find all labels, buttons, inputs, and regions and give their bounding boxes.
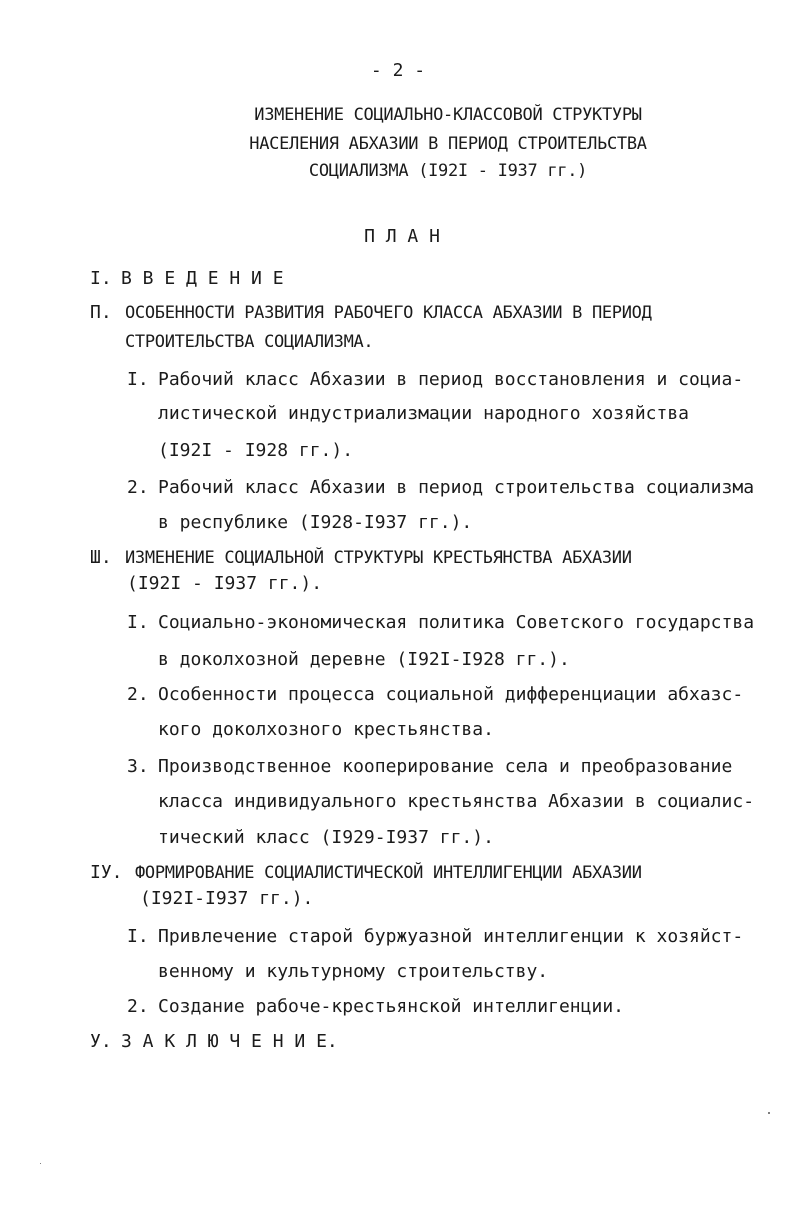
section-2-item-2-number: 2.	[127, 477, 149, 498]
title-line-2: НАСЕЛЕНИЯ АБХАЗИИ В ПЕРИОД СТРОИТЕЛЬСТВА	[249, 134, 647, 154]
section-3-item-2-line-2: кого доколхозного крестьянства.	[158, 719, 494, 740]
title-line-3: СОЦИАЛИЗМА (I92I - I937 гг.)	[308, 161, 588, 181]
section-3-title-line-2: (I92I - I937 гг.).	[127, 573, 323, 594]
section-5-number: У.	[90, 1031, 112, 1052]
section-2-title-line-1: ОСОБЕННОСТИ РАЗВИТИЯ РАБОЧЕГО КЛАССА АБХАЗИИ В ПЕРИОД	[125, 303, 652, 323]
section-2-item-2-line-2: в республике (I928-I937 гг.).	[158, 512, 473, 533]
section-2-item-1-line-1: Рабочий класс Абхазии в период восстановления и социа-	[158, 369, 744, 390]
section-2-item-1-number: I.	[127, 369, 149, 390]
section-3-item-1-number: I.	[127, 612, 149, 633]
page-number: - 2 -	[370, 60, 426, 81]
section-4-title-line-2: (I92I-I937 гг.).	[140, 888, 314, 909]
section-4-item-1-number: I.	[127, 926, 149, 947]
section-3-title-line-1: ИЗМЕНЕНИЕ СОЦИАЛЬНОЙ СТРУКТУРЫ КРЕСТЬЯНСТВА АБХАЗИИ	[125, 548, 632, 568]
section-3-item-1-line-2: в доколхозной деревне (I92I-I928 гг.).	[158, 649, 570, 670]
section-2-item-1-line-2: листической индустриализмации народного хозяйства	[158, 403, 690, 424]
section-2-number: П.	[90, 302, 112, 323]
section-2-item-2-line-1: Рабочий класс Абхазии в период строительства социализма	[158, 477, 755, 498]
section-5-title: З А К Л Ю Ч Е Н И Е.	[121, 1031, 338, 1052]
section-1-number: I.	[90, 268, 112, 289]
section-4-item-1-line-2: венному и культурному строительству.	[158, 961, 549, 982]
scan-speck	[40, 1163, 41, 1164]
section-3-number: Ш.	[90, 547, 112, 568]
section-1-title: В В Е Д Е Н И Е	[121, 268, 284, 289]
section-4-title-line-1: ФОРМИРОВАНИЕ СОЦИАЛИСТИЧЕСКОЙ ИНТЕЛЛИГЕНЦИИ АБХАЗИИ	[135, 863, 642, 883]
scan-speck	[768, 1112, 770, 1114]
section-4-number: IУ.	[90, 862, 123, 883]
plan-heading: П Л А Н	[364, 226, 440, 247]
section-4-item-2-line-1: Создание рабоче-крестьянской интеллигенции.	[158, 996, 624, 1017]
section-2-item-1-line-3: (I92I - I928 гг.).	[158, 440, 354, 461]
section-3-item-3-number: 3.	[127, 756, 149, 777]
section-4-item-1-line-1: Привлечение старой буржуазной интеллигенции к хозяйст-	[158, 926, 744, 947]
section-2-title-line-2: СТРОИТЕЛЬСТВА СОЦИАЛИЗМА.	[125, 332, 374, 352]
section-3-item-3-line-1: Производственное кооперирование села и преобразование	[158, 756, 733, 777]
section-3-item-1-line-1: Социально-экономическая политика Советского государства	[158, 612, 755, 633]
section-3-item-3-line-3: тический класс (I929-I937 гг.).	[158, 827, 494, 848]
section-3-item-2-line-1: Особенности процесса социальной дифференциации абхазс-	[158, 684, 744, 705]
section-4-item-2-number: 2.	[127, 996, 149, 1017]
section-3-item-3-line-2: класса индивидуального крестьянства Абхазии в социалис-	[158, 791, 755, 812]
section-3-item-2-number: 2.	[127, 684, 149, 705]
title-line-1: ИЗМЕНЕНИЕ СОЦИАЛЬНО-КЛАССОВОЙ СТРУКТУРЫ	[254, 105, 642, 125]
